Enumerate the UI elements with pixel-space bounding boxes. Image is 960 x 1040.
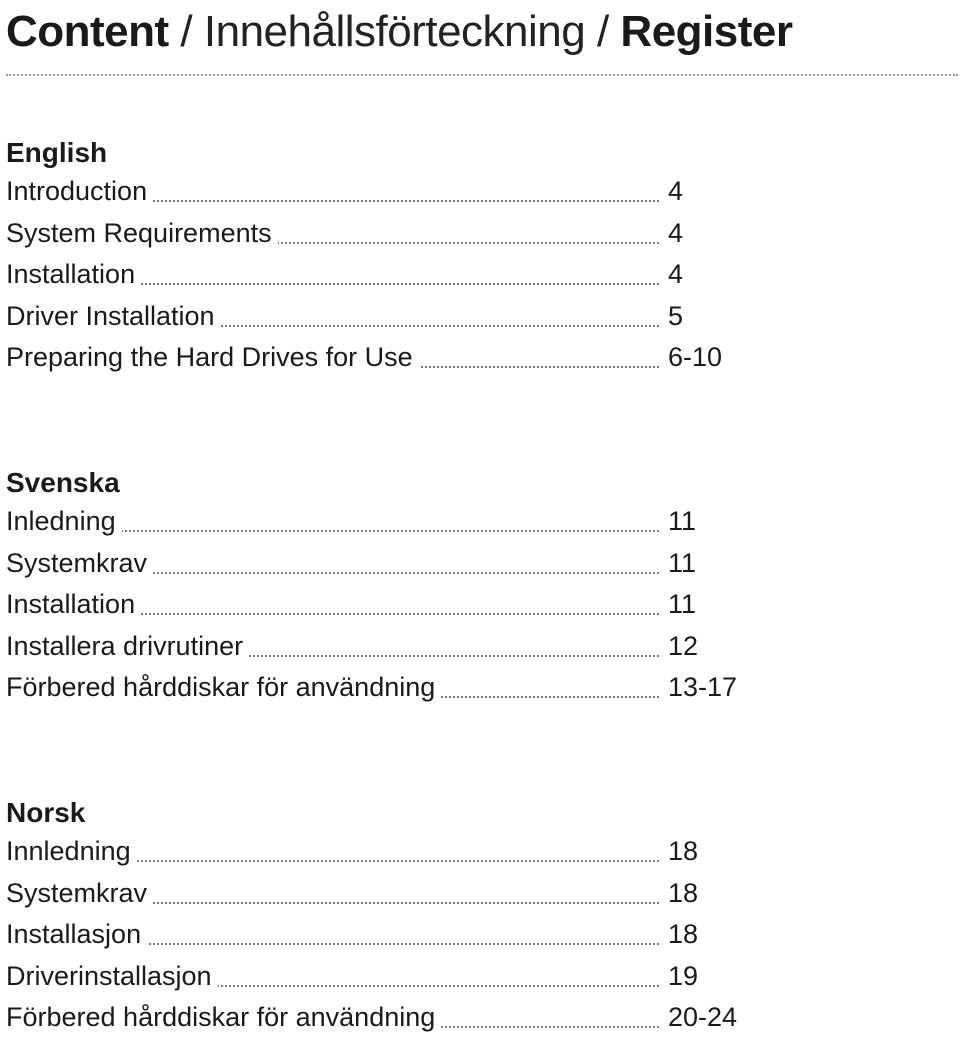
toc-entry[interactable] [6,959,766,1001]
toc-entry[interactable] [6,299,766,341]
toc-entry-label: Installation [6,587,141,621]
toc-entry-label: Systemkrav [6,876,153,910]
toc-section-english [6,136,766,382]
toc-entry-page: 5 [668,300,684,331]
toc-entry-label: Systemkrav [6,546,153,580]
toc-entry-page: 20-24 [668,1002,738,1032]
toc-entry-label: Driverinstallasjon [6,959,218,993]
toc-entry-page: 11 [668,589,697,619]
toc-entry-page: 19 [668,960,699,991]
toc-entry-page: 6-10 [668,342,723,372]
title-separator: / [168,7,204,56]
toc-entry-label: Innledning [6,834,137,868]
section-heading: Svenska [6,467,120,498]
toc-entry-page: 4 [668,259,684,289]
toc-entry-label: Introduction [6,174,153,208]
toc-entry[interactable] [6,587,766,629]
toc-entry-label: Förbered hårddiskar för användning [6,1000,441,1034]
section-heading: Norsk [6,797,86,828]
toc-entry[interactable] [6,917,766,959]
title-register: Register [620,7,793,56]
toc-entry-label: Driver Installation [6,299,221,333]
toc-entry-label: Förbered hårddiskar för användning [6,670,441,704]
toc-entry-page: 4 [668,176,684,206]
toc-entry-label: Installation [6,257,141,291]
toc-entry-page: 18 [668,836,699,866]
toc-entry[interactable] [6,876,766,918]
toc-entry[interactable] [6,340,766,382]
section-heading: English [6,137,108,168]
title-innehallsforteckning: Innehållsförteckning [203,7,586,56]
toc-entry[interactable] [6,834,766,876]
toc-entry[interactable] [6,1000,766,1040]
toc-entry[interactable] [6,546,766,588]
toc-entry-label: Installera drivrutiner [6,629,249,663]
toc-entry-label: Inledning [6,504,122,538]
toc-section-norsk [6,796,766,1040]
toc-entry-page: 11 [668,506,697,536]
toc-section-svenska [6,466,766,712]
toc-entry-page: 18 [668,919,699,949]
toc-entry[interactable] [6,216,766,258]
toc-entry[interactable] [6,629,766,671]
toc-entry-label: Installasjon [6,917,147,951]
toc-entry-page: 13-17 [668,672,738,702]
toc-entry-label: Preparing the Hard Drives for Use [6,340,419,374]
title-separator: / [585,7,621,56]
page-title [6,4,793,60]
toc-entry[interactable] [6,504,766,546]
toc-entry[interactable] [6,257,766,299]
toc-entry-page: 11 [668,547,697,578]
toc-entry-page: 18 [668,877,699,908]
toc-entry[interactable] [6,174,766,216]
toc-entry-label: System Requirements [6,216,278,250]
toc-entry[interactable] [6,670,766,712]
toc-entry-page: 12 [668,630,699,661]
toc-entry-page: 4 [668,217,684,248]
title-divider [6,74,958,76]
title-content: Content [6,7,169,56]
